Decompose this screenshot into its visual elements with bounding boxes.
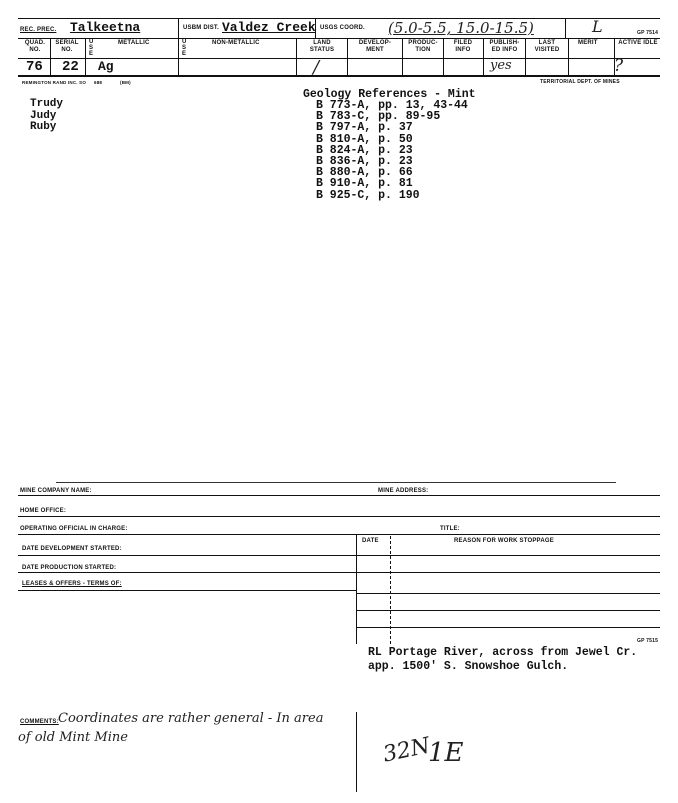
date-development-label: DATE DEVELOPMENT STARTED:: [22, 546, 122, 552]
col-quad-no: QUAD. NO.: [24, 40, 46, 53]
comments-line: of old Mint Mine: [18, 730, 128, 745]
operating-official-label: OPERATING OFFICIAL IN CHARGE:: [20, 526, 128, 532]
col-metallic: METALLIC: [118, 40, 150, 46]
col-serial-no: SERIAL NO.: [55, 40, 79, 53]
reason-label: REASON FOR WORK STOPPAGE: [454, 538, 554, 544]
reference-item: B 880-A, p. 66: [316, 166, 413, 180]
col-active-idle: ACTIVE IDLE: [618, 40, 658, 46]
claim-item: Trudy: [30, 98, 64, 110]
title-label: TITLE:: [440, 526, 460, 532]
references-list: [316, 100, 468, 201]
printer-code: 688: [94, 80, 103, 85]
col-use-nonmetallic: U S E: [182, 39, 187, 57]
col-last-visited: LAST VISITED: [534, 40, 560, 53]
col-use-metallic: U S E: [89, 39, 94, 57]
quad-no-value: 76: [26, 59, 43, 75]
printer-mark: REMINGTON RAND INC. SO: [22, 80, 87, 85]
location-description: [368, 646, 637, 674]
reference-item: B 797-A, p. 37: [316, 121, 413, 135]
corner-mark: L: [592, 17, 603, 36]
rec-prec-label: REC. PREC.: [20, 27, 57, 33]
mine-address-label: MINE ADDRESS:: [378, 488, 429, 494]
col-production: PRODUC-TION: [408, 40, 438, 53]
col-merit: MERIT: [578, 40, 598, 46]
territorial-dept: TERRITORIAL DEPT. OF MINES: [540, 79, 620, 85]
home-office-label: HOME OFFICE:: [20, 508, 67, 514]
col-land-status: LAND STATUS: [309, 40, 335, 53]
comments-label: COMMENTS:: [20, 719, 59, 725]
comments-line: Coordinates are rather general - In area: [58, 711, 324, 726]
form-number: GP 7514: [637, 30, 659, 36]
mine-company-label: MINE COMPANY NAME:: [20, 488, 92, 494]
range: 1E: [428, 738, 464, 768]
active-idle-value: ?: [614, 56, 624, 76]
date-col-label: DATE: [362, 538, 379, 544]
serial-no-value: 22: [62, 59, 79, 75]
date-production-label: DATE PRODUCTION STARTED:: [22, 565, 117, 571]
usgs-coord-value: (5.0-5.5, 15.0-15.5): [388, 19, 534, 37]
metallic-value: Ag: [98, 59, 114, 74]
rec-prec-value: Talkeetna: [70, 20, 141, 35]
reference-item: B 824-A, p. 23: [316, 143, 413, 157]
col-nonmetallic: NON-METALLIC: [212, 40, 260, 46]
township: 32N: [380, 733, 433, 768]
form-number-2: GP 7515: [637, 638, 659, 644]
reference-item: B 925-C, p. 190: [316, 188, 420, 202]
location-line: app. 1500' S. Snowshoe Gulch.: [368, 660, 569, 673]
land-status-value: /: [313, 57, 320, 78]
col-published-info: PUBLISH-ED INFO: [489, 40, 520, 53]
location-line: RL Portage River, across from Jewel Cr.: [368, 646, 638, 659]
reference-item: B 783-C, pp. 89-95: [316, 110, 441, 124]
claim-item: Judy: [30, 109, 57, 122]
references-title: Geology References - Mint: [303, 88, 476, 101]
reference-item: B 810-A, p. 50: [316, 132, 413, 146]
usbm-dist-label: USBM DIST.: [183, 25, 220, 31]
usgs-coord-label: USGS COORD.: [320, 25, 365, 31]
published-info-value: yes: [490, 58, 512, 73]
printer-code-2: (BM): [120, 80, 131, 85]
leases-label: LEASES & OFFERS - TERMS OF:: [22, 581, 122, 587]
reference-item: B 773-A, pp. 13, 43-44: [316, 99, 468, 112]
reference-item: B 910-A, p. 81: [316, 177, 413, 191]
usbm-dist-value: Valdez Creek: [222, 20, 316, 35]
claim-item: Ruby: [30, 121, 57, 133]
reference-item: B 836-A, p. 23: [316, 155, 413, 169]
col-development: DEVELOP-MENT: [358, 40, 392, 53]
col-filed-info: FILED INFO: [453, 40, 473, 53]
claims-list: [30, 99, 63, 134]
